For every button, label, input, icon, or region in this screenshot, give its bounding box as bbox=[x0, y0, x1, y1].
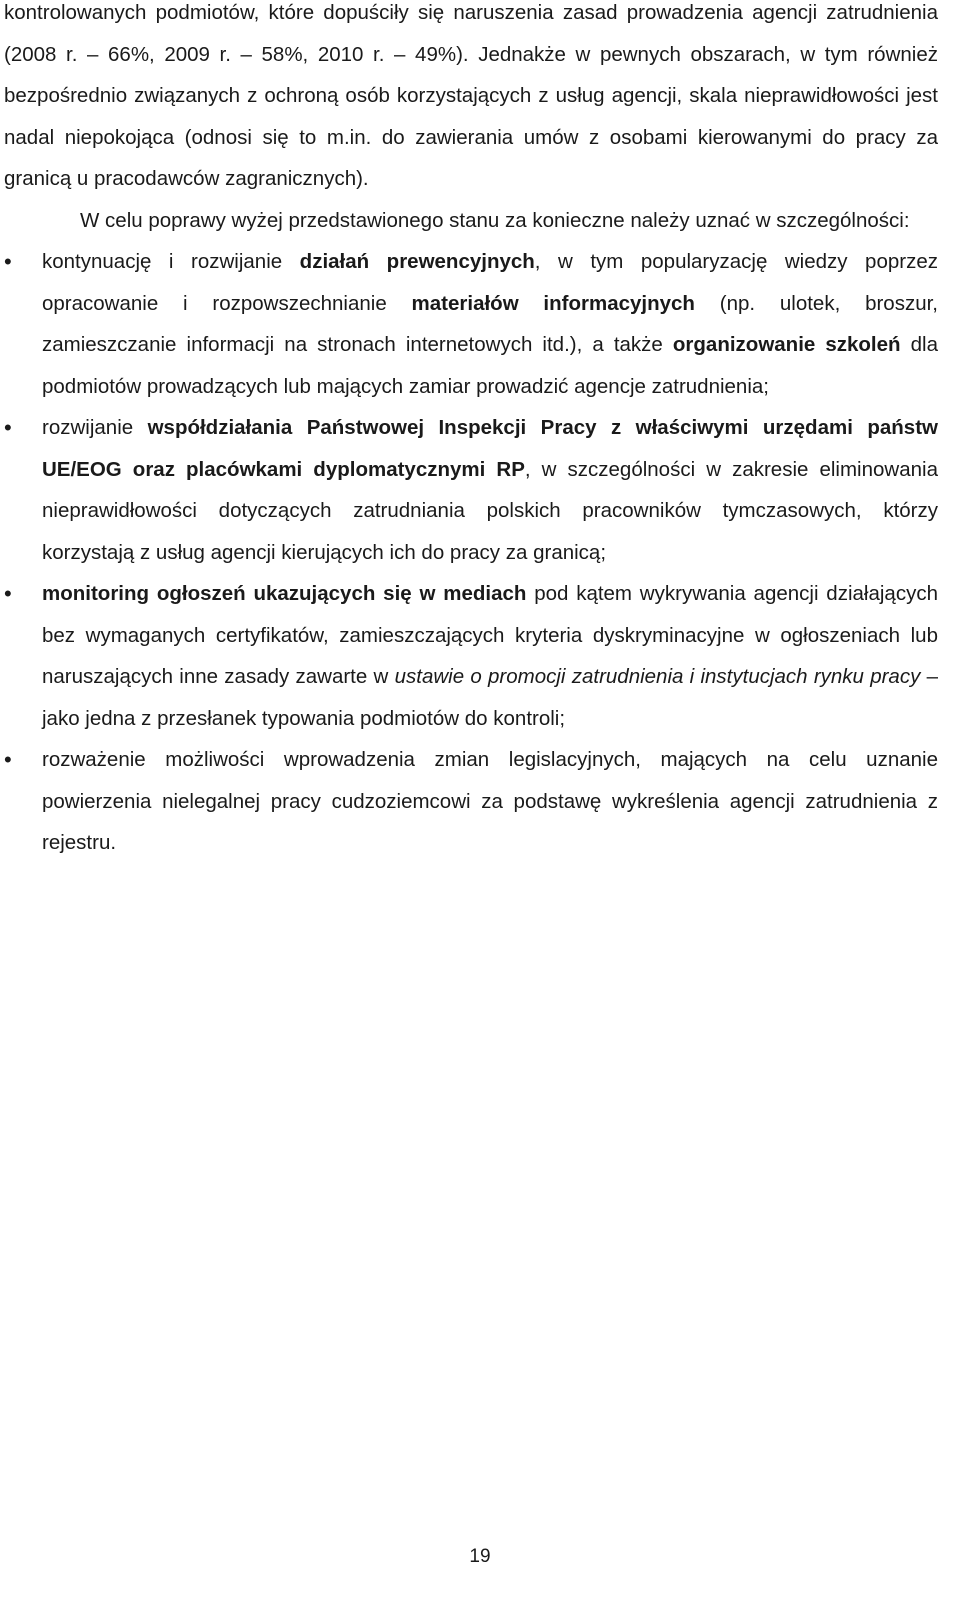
list-item bbox=[4, 739, 938, 864]
emphasis-text: współdziałania Państwowej Inspekcji Pracy z właściwymi urzędami państw UE/EOG oraz placówkami dyplomatycznymi RP bbox=[42, 416, 938, 481]
list-item bbox=[4, 241, 938, 407]
item-text: pod kątem wykrywania agencji działających bez wymaganych certyfikatów, zamieszczających kryteria dyskryminacyjne w ogłoszeniach lub naruszających inne zasady zawarte w bbox=[42, 582, 938, 688]
emphasis-text: działań prewencyjnych bbox=[299, 250, 535, 273]
item-text: rozważenie możliwości wprowadzenia zmian legislacyjnych, mających na celu uznanie powierzenia nielegalnej pracy cudzoziemcowi za podstawę wykreślenia agencji zatrudnienia z rejestru. bbox=[42, 748, 938, 854]
bullet-icon: • bbox=[4, 581, 12, 606]
list-item bbox=[4, 407, 938, 573]
emphasis-text: organizowanie szkoleń bbox=[672, 333, 901, 356]
document-page bbox=[4, 0, 938, 864]
emphasis-text: monitoring ogłoszeń ukazujących się w mediach bbox=[42, 582, 527, 605]
emphasis-text: materiałów informacyjnych bbox=[411, 291, 695, 315]
item-text: – jako jedna z przesłanek typowania podmiotów do kontroli; bbox=[42, 665, 938, 730]
bullet-icon: • bbox=[4, 249, 12, 274]
item-text: dla podmiotów prowadzących lub mających zamiar prowadzić agencje zatrudnienia; bbox=[42, 333, 938, 398]
bullet-icon: • bbox=[4, 415, 12, 440]
law-title-text: ustawie o promocji zatrudnienia i instytucjach rynku pracy bbox=[394, 665, 921, 688]
recommendations-list bbox=[4, 241, 938, 864]
list-item bbox=[4, 573, 938, 739]
item-text: (np. ulotek, broszur, zamieszczanie informacji na stronach internetowych itd.), a także bbox=[42, 291, 939, 356]
item-text: , w tym popularyzację wiedzy poprzez opracowanie i rozpowszechnianie bbox=[42, 250, 938, 315]
item-text: rozwijanie bbox=[42, 416, 148, 439]
item-text: kontynuację i rozwijanie bbox=[42, 250, 300, 273]
body-paragraph-1: kontrolowanych podmiotów, które dopuściły się naruszenia zasad prowadzenia agencji zatrudnienia (2008 r. – 66%, 2009 r. – 58%, 2010 r. – 49%). Jednakże w pewnych obszarach, w tym również bezpośrednio związanych z ochroną osób korzystających z usług agencji, skala nieprawidłowości jest nadal niepokojąca (odnosi się to m.in. do zawierania umów z osobami kierowanymi do pracy za granicą u pracodawców zagranicznych). bbox=[4, 1, 938, 190]
bullet-icon: • bbox=[4, 747, 12, 772]
item-text: , w szczególności w zakresie eliminowania nieprawidłowości dotyczących zatrudniania polskich pracowników tymczasowych, którzy korzystają z usług agencji kierujących ich do pracy za granicą; bbox=[42, 457, 938, 564]
page-number: 19 bbox=[469, 1546, 491, 1567]
body-paragraph-2: W celu poprawy wyżej przedstawionego stanu za konieczne należy uznać w szczególności: bbox=[80, 208, 910, 232]
